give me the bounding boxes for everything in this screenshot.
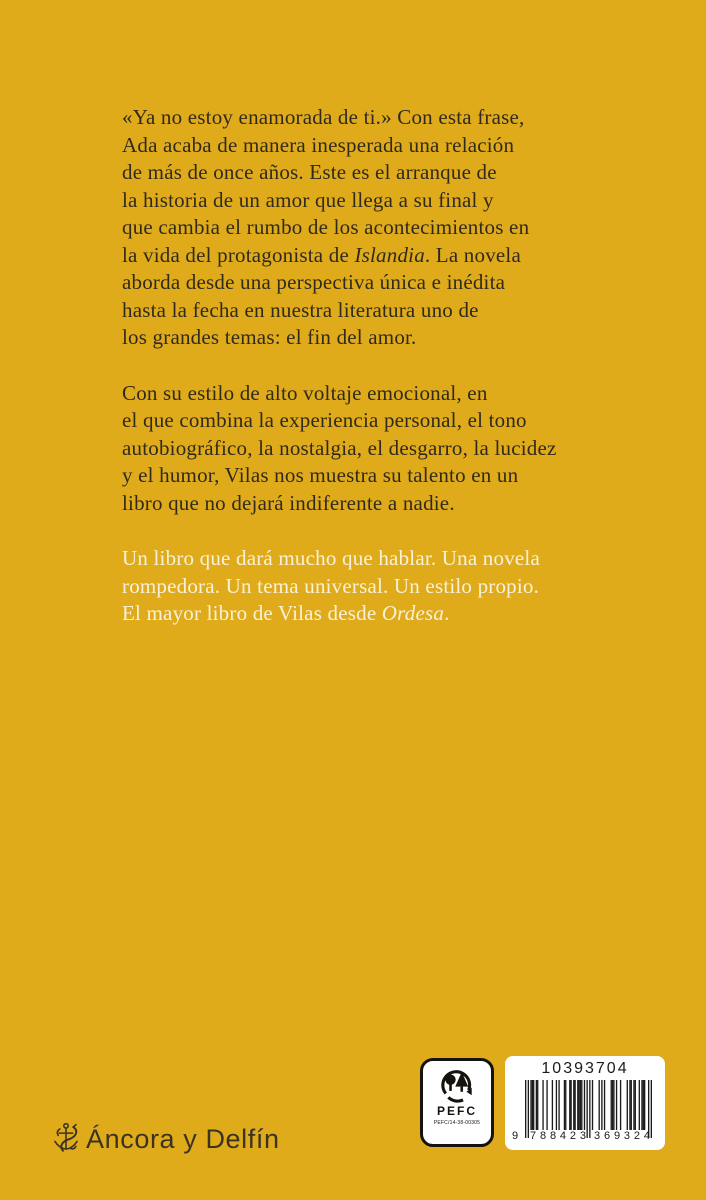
blurb-text: de más de once años. Este es el arranque de [122,160,497,184]
blurb-line [122,435,557,463]
blurb-line [122,600,557,628]
blurb-text: los grandes temas: el fin del amor. [122,325,417,349]
barcode-digit: 3 [623,1130,631,1142]
blurb-line [122,187,557,215]
blurb-text: y el humor, Vilas nos muestra su talento en un [122,463,519,487]
barcode-digit: 8 [539,1130,547,1142]
blurb-text: hasta la fecha en nuestra literatura uno de [122,297,479,322]
blurb-line [122,132,557,160]
italic-title-text: Ordesa [381,601,445,625]
barcode-panel [505,1056,665,1150]
blurb-text: la historia de un amor que llega a su final y [122,187,494,212]
barcode-digit: 3 [579,1130,586,1142]
barcode-digit: 2 [569,1130,576,1142]
paragraph [122,380,557,518]
pefc-code: PEFC/14-38-00305 [433,1120,481,1126]
blurb-text: El mayor libro de Vilas desde [122,601,382,625]
barcode-digit: 4 [643,1130,650,1142]
paragraph [122,545,557,628]
blurb-line [122,214,557,242]
barcode-digit: 7 [530,1130,537,1142]
anchor-dolphin-icon [50,1121,82,1155]
blurb-text: el que combina la experiencia personal, el tono [122,408,527,432]
blurb-text: . [444,601,450,625]
blurb-text: . La novela [424,242,521,267]
blurb-text: libro que no dejará indiferente a nadie. [122,490,455,515]
blurb-line [122,159,557,187]
barcode-digits-right [594,1130,650,1142]
barcode-digit: 4 [559,1130,567,1142]
blurb-line [122,324,557,352]
barcode-digit: 6 [603,1130,611,1142]
blurb-text: rompedora. Un tema universal. Un estilo propio. [122,573,540,598]
blurb-line [122,462,557,490]
blurb-text: Con su estilo de alto voltaje emocional, en [122,380,488,405]
blurb-line [122,297,557,325]
blurb-line [122,545,557,573]
barcode-digit: 8 [549,1130,557,1142]
blurb-line [122,269,557,297]
blurb-line [122,242,557,270]
blurb-text: Ada acaba de manera inesperada una relación [122,132,515,157]
blurb-text: autobiográfico, la nostalgia, el desgarro, la lucidez [122,435,557,460]
blurb-line [122,380,557,408]
blurb-text: la vida del protagonista de [122,242,355,267]
blurb-line [122,407,557,435]
barcode-digits-left [530,1130,586,1142]
blurb-text: que cambia el rumbo de los acontecimientos en [122,215,530,239]
barcode-digit: 9 [613,1130,621,1142]
blurb [122,104,557,656]
barcode-top-number: 10393704 [541,1060,629,1077]
blurb-text: «Ya no estoy enamorada de ti.» Con esta frase, [122,105,525,129]
paragraph [122,104,557,352]
italic-title-text: Islandia [354,242,425,267]
pefc-trees-icon [438,1065,476,1103]
barcode-digit-prefix: 9 [512,1130,519,1142]
pefc-label: PEFC [436,1104,477,1118]
blurb-line [122,490,557,518]
barcode-digit: 3 [594,1130,601,1142]
publisher-name: Áncora y Delfín [86,1124,280,1154]
blurb-text: aborda desde una perspectiva única e inédita [122,270,506,294]
pefc-logo [420,1058,494,1147]
blurb-line [122,573,557,601]
barcode-digit: 2 [633,1130,640,1142]
blurb-text: Un libro que dará mucho que hablar. Una novela [122,546,540,570]
blurb-line [122,104,557,132]
